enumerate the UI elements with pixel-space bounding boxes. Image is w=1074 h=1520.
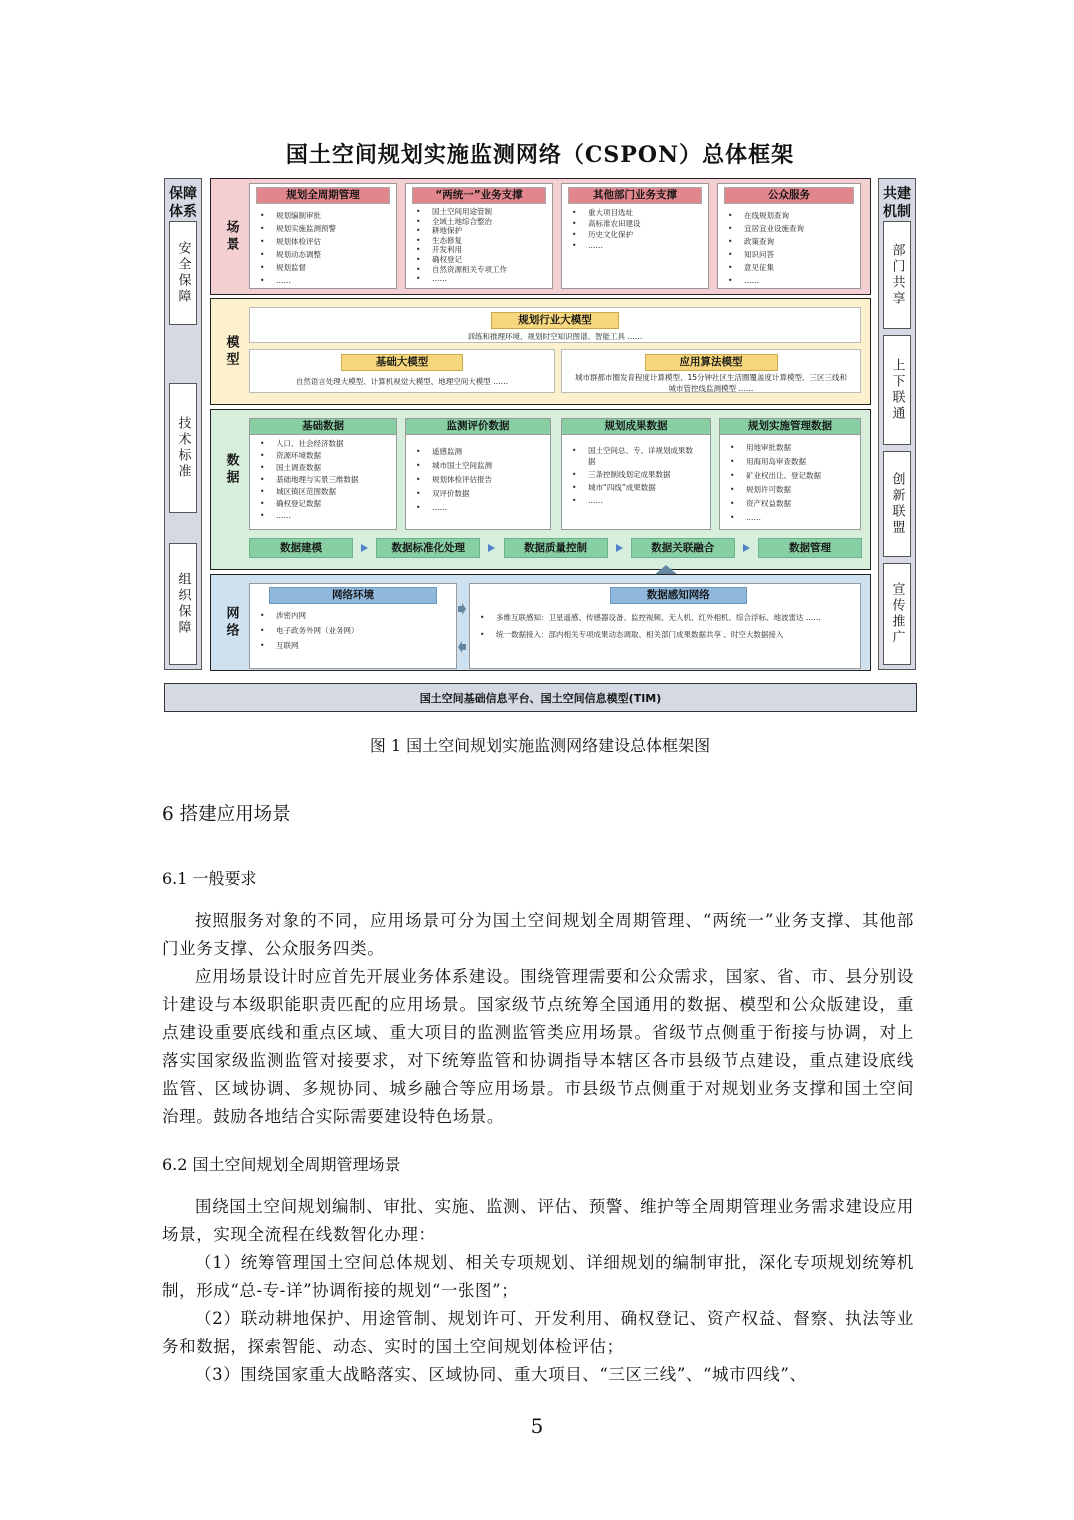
scene-card bbox=[249, 183, 397, 289]
list-item: • 规划实施监测预警 bbox=[258, 222, 396, 235]
algo-model-card bbox=[561, 349, 861, 393]
list-item: • 宜居宜业设施查询 bbox=[726, 222, 860, 235]
flow-step: 数据质量控制 bbox=[504, 538, 608, 558]
list-paragraph: （3）围绕国家重大战略落实、区域协同、重大项目、“三区三线”、“城市四线”、 bbox=[195, 1365, 807, 1384]
arrow-right-icon bbox=[458, 603, 466, 615]
scene-card-title: “两统一”业务支撑 bbox=[412, 187, 546, 204]
list-item: • …… bbox=[570, 240, 708, 251]
data-sensing-card bbox=[469, 583, 861, 669]
list-item: • 基础地理与实景三维数据 bbox=[258, 474, 396, 486]
list-item: • …… bbox=[570, 495, 700, 506]
paragraph: 应用场景设计时应首先开展业务体系建设。围绕管理需要和公众需求，国家、省、市、县分别设计建设与本级职能职责匹配的应用场景。国家级节点统筹全国通用的数据、模型和公众版建设，重点建设重要底线和重点区域、重大项目的监测监管类应用场景。省级节点侧重于衔接与协调，对上落实国家级监测监管对接要求，对下统筹监管和协调指导本辖区各市县级节点建设，重点建设底线监管、区域协调、多规协同、城乡融合等应用场景。市县级节点侧重于对规划业务支撑和国土空间治理。鼓励各地结合实际需要建设特色场景。 bbox=[162, 967, 914, 1126]
data-layer-label: 数据 bbox=[223, 452, 239, 487]
list-item: • 知识问答 bbox=[726, 248, 860, 261]
list-item: • 确权登记 bbox=[414, 255, 552, 265]
list-item: • 城市国土空间监测 bbox=[414, 459, 550, 473]
list-item: • 耕地保护 bbox=[414, 226, 552, 236]
data-card bbox=[561, 418, 711, 530]
algo-model-desc: 城市群都市圈发育程度计算模型、15分钟社区生活圈覆盖度计算模型、三区三线和城市管控线监测模型 …… bbox=[574, 373, 848, 393]
list-item: • …… bbox=[726, 274, 860, 287]
flow-step: 数据标准化处理 bbox=[376, 538, 480, 558]
list-item: • 规划监督 bbox=[258, 261, 396, 274]
list-item: • 在线规划查询 bbox=[726, 209, 860, 222]
list-item: • 城市“四线”成果数据 bbox=[570, 482, 700, 493]
page-number: 5 bbox=[530, 1414, 544, 1438]
support-item-organization: 组织保障 bbox=[169, 543, 197, 665]
list-item: • 全域土地综合整治 bbox=[414, 217, 552, 227]
subsection-heading: 6.1 一般要求 bbox=[162, 869, 257, 888]
paragraph: 按照服务对象的不同，应用场景可分为国土空间规划全周期管理、“两统一”业务支撑、其他部门业务支撑、公众服务四类。 bbox=[162, 911, 914, 958]
scene-card bbox=[405, 183, 553, 289]
data-card-title: 基础数据 bbox=[250, 419, 396, 435]
list-item: • 用海用岛审查数据 bbox=[728, 455, 860, 469]
support-system-header: 保障体系 bbox=[169, 186, 197, 220]
scene-card-title: 规划全周期管理 bbox=[256, 187, 390, 204]
list-item: • …… bbox=[414, 501, 550, 515]
list-item: • 意见征集 bbox=[726, 261, 860, 274]
model-layer bbox=[210, 298, 871, 405]
list-item: • 城区镇区范围数据 bbox=[258, 486, 396, 498]
arrow-right-icon bbox=[488, 544, 495, 552]
list-item: • 用地审批数据 bbox=[728, 441, 860, 455]
data-layer bbox=[210, 409, 871, 570]
flow-step: 数据关联融合 bbox=[631, 538, 735, 558]
figure-caption: 图 1 国土空间规划实施监测网络建设总体框架图 bbox=[369, 736, 711, 755]
list-item: • 国土空间总、专、详规划成果数据 bbox=[570, 445, 700, 467]
list-item: • 规划编制审批 bbox=[258, 209, 396, 222]
section-heading: 6 搭建应用场景 bbox=[162, 804, 291, 825]
base-model-title: 基础大模型 bbox=[341, 354, 464, 371]
co-building-column bbox=[878, 178, 916, 670]
list-item: • 矿业权出让、登记数据 bbox=[728, 469, 860, 483]
list-item: • 资源环境数据 bbox=[258, 450, 396, 462]
data-processing-flow bbox=[249, 538, 862, 558]
list-item: • 高标准农田建设 bbox=[570, 218, 708, 229]
list-item: • 生态修复 bbox=[414, 236, 552, 246]
industry-model-title: 规划行业大模型 bbox=[491, 312, 619, 329]
list-item: • 国土调查数据 bbox=[258, 462, 396, 474]
list-item: • 人口、社会经济数据 bbox=[258, 438, 396, 450]
list-item: • 规划许可数据 bbox=[728, 483, 860, 497]
list-item: • 国土空间用途管制 bbox=[414, 207, 552, 217]
data-card-title: 规划成果数据 bbox=[562, 419, 710, 435]
model-layer-label: 模型 bbox=[223, 334, 239, 369]
support-item-security: 安全保障 bbox=[169, 221, 197, 325]
scene-card-title: 其他部门业务支撑 bbox=[568, 187, 702, 204]
network-layer-label: 网络 bbox=[223, 605, 239, 640]
list-item: • 遥感监测 bbox=[414, 445, 550, 459]
base-model-desc: 自然语言处理大模型、计算机视觉大模型、地理空间大模型 …… bbox=[295, 377, 509, 386]
mechanism-item-promotion: 宣传推广 bbox=[883, 563, 911, 665]
co-building-header: 共建机制 bbox=[883, 186, 911, 220]
list-item: • 涉密内网 bbox=[258, 610, 456, 621]
mechanism-item-linkage: 上下联通 bbox=[883, 335, 911, 445]
flow-step: 数据建模 bbox=[249, 538, 353, 558]
data-card bbox=[405, 418, 551, 530]
mechanism-item-sharing: 部门共享 bbox=[883, 221, 911, 329]
support-system-column bbox=[164, 178, 202, 670]
data-card-title: 监测评价数据 bbox=[406, 419, 550, 435]
mechanism-item-innovation: 创新联盟 bbox=[883, 451, 911, 557]
list-item: • 历史文化保护 bbox=[570, 229, 708, 240]
network-layer bbox=[210, 574, 871, 671]
network-env-title: 网络环境 bbox=[269, 587, 438, 604]
list-item: • 多维互联感知：卫星遥感、传感器设备、监控视频、无人机、红外相机、综合浮标、地波雷达 …… bbox=[478, 612, 860, 623]
industry-model-card bbox=[249, 307, 861, 343]
arrow-right-icon bbox=[743, 544, 750, 552]
list-item: • 互联网 bbox=[258, 640, 456, 651]
list-item: • 规划体检评估报告 bbox=[414, 473, 550, 487]
list-item: • 统一数据接入：部内相关专项成果动态调取、相关部门成果数据共享 、时空大数据接入 bbox=[478, 629, 860, 640]
data-sensing-title: 数据感知网络 bbox=[610, 587, 747, 604]
subsection-heading: 6.2 国土空间规划全周期管理场景 bbox=[162, 1155, 401, 1174]
list-item: • 确权登记数据 bbox=[258, 498, 396, 510]
arrow-left-icon bbox=[458, 641, 466, 653]
list-item: • 规划动态调整 bbox=[258, 248, 396, 261]
list-item: • 规划体检评估 bbox=[258, 235, 396, 248]
list-item: • 自然资源相关专项工作 bbox=[414, 265, 552, 275]
algo-model-title: 应用算法模型 bbox=[645, 354, 778, 371]
list-paragraph: （1）统筹管理国土空间总体规划、相关专项规划、详细规划的编制审批，深化专项规划统筹机制，形成“总-专-详”协调衔接的规划“一张图”； bbox=[162, 1253, 914, 1300]
list-item: • 三条控制线划定成果数据 bbox=[570, 469, 700, 480]
list-item: • …… bbox=[258, 274, 396, 287]
scene-card-title: 公众服务 bbox=[724, 187, 855, 204]
base-model-card bbox=[249, 349, 555, 393]
list-paragraph: （2）联动耕地保护、用途管制、规划许可、开发利用、确权登记、资产权益、督察、执法等业务和数据，探索智能、动态、实时的国土空间规划体检评估； bbox=[162, 1309, 914, 1356]
list-item: • 政策查询 bbox=[726, 235, 860, 248]
scene-card bbox=[561, 183, 709, 289]
arrow-right-icon bbox=[616, 544, 623, 552]
list-item: • …… bbox=[414, 274, 552, 284]
data-card bbox=[249, 418, 397, 530]
arrow-right-icon bbox=[361, 544, 368, 552]
network-env-card bbox=[249, 583, 457, 669]
scene-layer-label: 场景 bbox=[223, 219, 239, 254]
flow-step: 数据管理 bbox=[758, 538, 862, 558]
data-card bbox=[719, 418, 861, 530]
scene-layer bbox=[210, 178, 871, 295]
list-item: • 重大项目选址 bbox=[570, 207, 708, 218]
list-item: • 电子政务外网（业务网） bbox=[258, 625, 456, 636]
industry-model-desc: 训练和推理环境、规划时空知识图谱、智能工具 …… bbox=[467, 332, 643, 341]
list-item: • …… bbox=[258, 510, 396, 522]
data-card-title: 规划实施管理数据 bbox=[720, 419, 860, 435]
list-item: • 资产权益数据 bbox=[728, 497, 860, 511]
support-item-standards: 技术标准 bbox=[169, 383, 197, 513]
list-item: • 开发利用 bbox=[414, 245, 552, 255]
list-item: • …… bbox=[728, 511, 860, 525]
figure-title: 国土空间规划实施监测网络（CSPON）总体框架 bbox=[285, 142, 795, 168]
paragraph: 围绕国土空间规划编制、审批、实施、监测、评估、预警、维护等全周期管理业务需求建设应用场景，实现全流程在线数智化办理： bbox=[162, 1197, 914, 1244]
scene-card bbox=[717, 183, 861, 289]
list-item: • 双评价数据 bbox=[414, 487, 550, 501]
platform-bar: 国土空间基础信息平台、国土空间信息模型(TIM) bbox=[164, 683, 917, 712]
